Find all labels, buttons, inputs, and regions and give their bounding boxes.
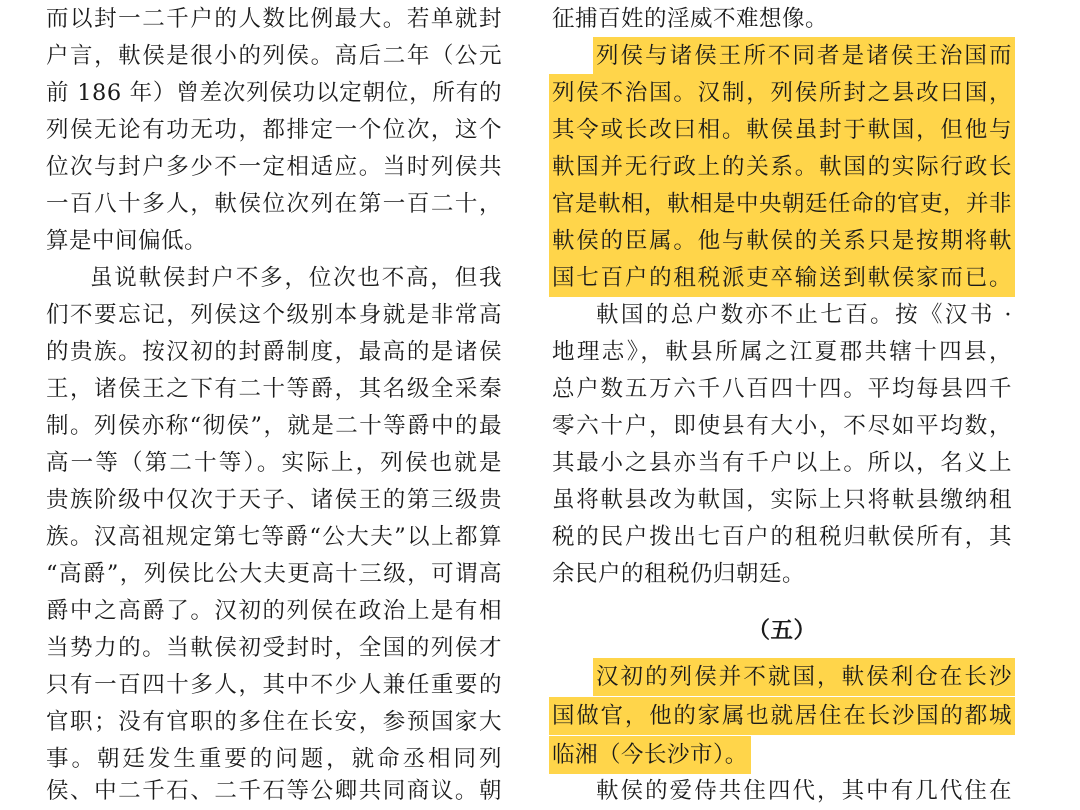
text-line: 算是中间偏低。 bbox=[46, 228, 208, 254]
highlighted-line: 軑国并无行政上的关系。軑国的实际行政长 bbox=[549, 148, 1015, 186]
paragraph-start-line: 軑国的总户数亦不止七百。按《汉书 · bbox=[596, 302, 1012, 328]
highlighted-line: 軑侯的臣属。他与軑侯的关系只是按期将軑 bbox=[549, 222, 1015, 260]
text-line: 当势力的。当軑侯初受封时，全国的列侯才 bbox=[46, 635, 502, 661]
highlighted-line: 列侯与诸侯王所不同者是诸侯王治国而 bbox=[593, 37, 1015, 75]
highlighted-line: 国七百户的租税派吏卒输送到軑侯家而已。 bbox=[549, 259, 1015, 297]
highlighted-line: 官是軑相，軑相是中央朝廷任命的官吏，并非 bbox=[549, 185, 1015, 223]
text-line: 族。汉高祖规定第七等爵“公大夫”以上都算 bbox=[46, 524, 502, 550]
text-line: 征捕百姓的淫威不难想像。 bbox=[552, 6, 829, 32]
text-line: 其最小之县亦当有千户以上。所以，名义上 bbox=[552, 450, 1012, 476]
text-line: 余民户的租税仍归朝廷。 bbox=[552, 561, 806, 587]
text-line: 的贵族。按汉初的封爵制度，最高的是诸侯 bbox=[46, 339, 502, 365]
text-line: 们不要忘记，列侯这个级别本身就是非常高 bbox=[46, 302, 502, 328]
text-line: 王，诸侯王之下有二十等爵，其名级全采秦 bbox=[46, 376, 502, 402]
text-line: 而以封一二千户的人数比例最大。若单就封 bbox=[46, 6, 502, 32]
text-line: 一百八十多人，軑侯位次列在第一百二十， bbox=[46, 191, 502, 217]
text-line: 制。列侯亦称“彻侯”，就是二十等爵中的最 bbox=[46, 413, 502, 439]
text-line: 列侯无论有功无功，都排定一个位次，这个 bbox=[46, 117, 502, 143]
text-line: 前 186 年）曾差次列侯功以定朝位，所有的 bbox=[46, 80, 502, 106]
text-line: 只有一百四十多人，其中不少人兼任重要的 bbox=[46, 672, 502, 698]
text-line: 虽将軑县改为軑国，实际上只将軑县缴纳租 bbox=[552, 487, 1012, 513]
text-line: 总户数五万六千八百四十四。平均每县四千 bbox=[552, 376, 1012, 402]
text-line: 官职；没有官职的多住在长安，参预国家大 bbox=[46, 709, 502, 735]
text-line: “高爵”，列侯比公大夫更高十三级，可谓高 bbox=[46, 561, 502, 587]
text-line: 地理志》，軑县所属之江夏郡共辖十四县， bbox=[552, 339, 1012, 365]
text-line: 高一等（第二十等）。实际上，列侯也就是 bbox=[46, 450, 502, 476]
text-line: 事。朝廷发生重要的问题，就命丞相同列 bbox=[46, 746, 502, 772]
highlighted-line: 临湘（今长沙市）。 bbox=[549, 736, 751, 774]
highlighted-line: 国做官，他的家属也就居住在长沙国的都城 bbox=[549, 697, 1015, 735]
text-line: 税的民户拨出七百户的租税归軑侯所有，其 bbox=[552, 524, 1012, 550]
section-heading: （五） bbox=[747, 618, 817, 644]
text-line: 户言，軑侯是很小的列侯。高后二年（公元 bbox=[46, 43, 502, 69]
text-line: 零六十户，即使县有大小，不尽如平均数， bbox=[552, 413, 1012, 439]
highlighted-line: 汉初的列侯并不就国，軑侯利仓在长沙 bbox=[593, 658, 1015, 696]
highlighted-line: 其令或长改曰相。軑侯虽封于軑国，但他与 bbox=[549, 111, 1015, 149]
text-line-cut: 軑侯的爱侍共住四代，其中有几代住在 bbox=[596, 778, 1012, 804]
text-line: 贵族阶级中仅次于天子、诸侯王的第三级贵 bbox=[46, 487, 502, 513]
text-line: 爵中之高爵了。汉初的列侯在政治上是有相 bbox=[46, 598, 502, 624]
highlighted-line: 列侯不治国。汉制，列侯所封之县改曰国， bbox=[549, 74, 1015, 112]
text-line-cut: 侯、中二千石、二千石等公卿共同商议。朝 bbox=[46, 778, 502, 804]
paragraph-start-line: 虽说軑侯封户不多，位次也不高，但我 bbox=[90, 265, 502, 291]
text-line: 位次与封户多少不一定相适应。当时列侯共 bbox=[46, 154, 502, 180]
